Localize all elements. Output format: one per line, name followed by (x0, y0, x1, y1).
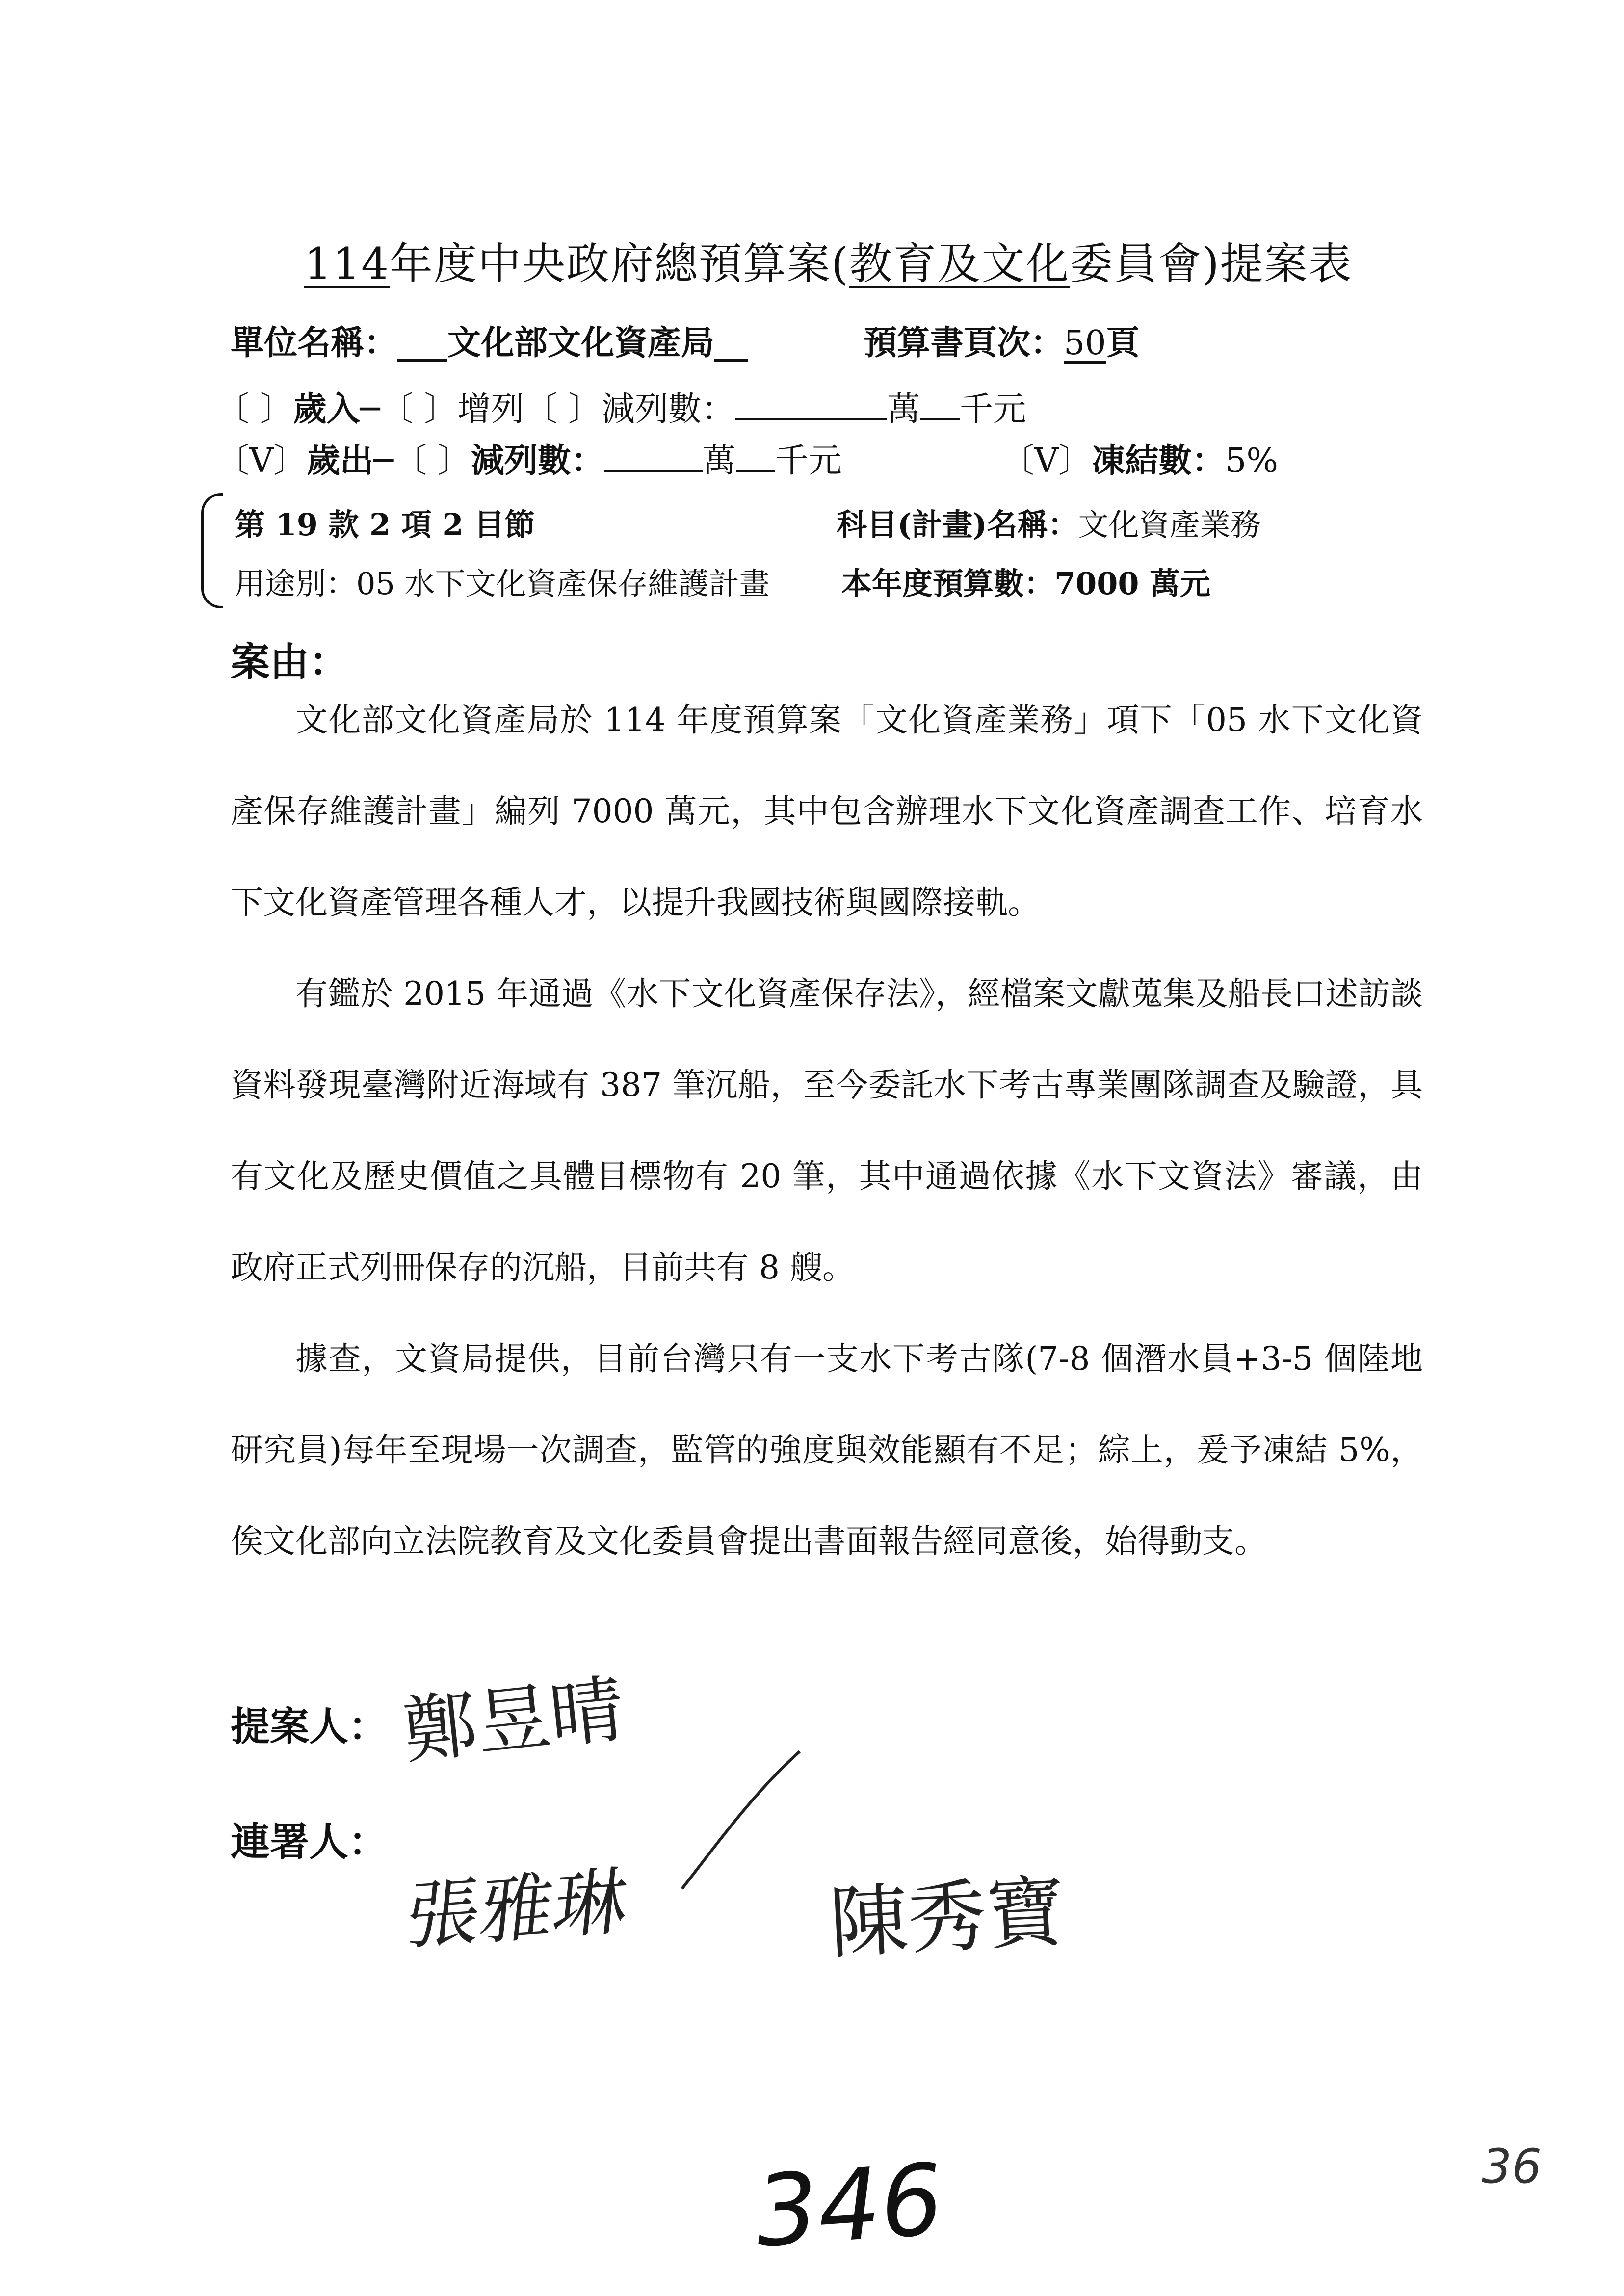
budget-row (841, 559, 1210, 603)
expenditure-qian-blank (736, 440, 775, 472)
revenue-wan-blank (735, 389, 887, 420)
freeze-row (1001, 434, 1278, 482)
expenditure-decrease-checkbox: 〔 〕 (393, 442, 471, 480)
revenue-increase-checkbox: 〔 〕 (380, 390, 458, 429)
cosigner-signature-2: 陳秀寶 (827, 1865, 1068, 1970)
cosigner-label: 連署人： (231, 1819, 388, 1865)
expenditure-wan: 萬 (702, 442, 736, 480)
revenue-label: 歲入 (293, 390, 360, 429)
subject-value: 文化資產業務 (1078, 507, 1261, 543)
title-committee: 教育及文化 (849, 238, 1070, 289)
budget-label: 本年度預算數： (841, 566, 1055, 601)
revenue-dash: ─ (360, 390, 380, 429)
unit-label: 單位名稱： (231, 323, 398, 363)
revenue-checkbox: 〔 〕 (216, 390, 293, 429)
expenditure-dash: ─ (373, 442, 394, 480)
revenue-decrease-checkbox: 〔 〕 (524, 390, 602, 429)
page-unit: 頁 (1106, 323, 1140, 363)
revenue-row (216, 383, 1026, 430)
expenditure-decrease-label: 減列數： (471, 441, 604, 480)
freeze-label: 凍結數： (1092, 441, 1226, 480)
form-title (304, 230, 1353, 291)
freeze-value: 5% (1225, 442, 1279, 480)
usage-label: 用途別： (235, 566, 357, 601)
unit-prefix-blank: ___ (397, 323, 448, 363)
subject-row (837, 500, 1261, 544)
revenue-decrease-label: 減列數： (601, 390, 735, 429)
revenue-wan: 萬 (887, 390, 920, 429)
reason-paragraph-1: 文化部文化資產局於 114 年度預算案「文化資產業務」項下「05 水下文化資產保存維護計畫」編列 7000 萬元，其中包含辦理水下文化資產調查工作、培育水下文化資產管理各種人才，以提升我國技術與國際接軌。 (231, 701, 1423, 921)
subject-label: 科目(計畫)名稱： (837, 507, 1078, 543)
reason-paragraph-3: 據查，文資局提供，目前台灣只有一支水下考古隊(7-8 個潛水員+3-5 個陸地研究員)每年至現場一次調查，監管的強度與效能顯有不足；綜上，爰予凍結 5%，俟文化部向立法院教育及文化委員會提出書面報告經同意後，始得動支。 (231, 1340, 1423, 1560)
budget-value: 7000 萬元 (1054, 566, 1211, 601)
unit-name: 文化部文化資產局 (447, 323, 715, 363)
expenditure-qian: 千元 (775, 442, 842, 480)
cosigner-signature-1: 張雅琳 (402, 1858, 632, 1960)
reason-heading: 案由： (231, 639, 348, 685)
proposer-signature: 鄭昱晴 (399, 1666, 628, 1774)
revenue-increase-label: 增列 (457, 390, 524, 429)
expenditure-wan-blank (604, 440, 703, 472)
page-ref-row (864, 316, 1140, 364)
unit-suffix-blank: __ (714, 323, 748, 363)
expenditure-checkbox: 〔V〕 (216, 442, 307, 480)
freeze-checkbox: 〔V〕 (1001, 442, 1092, 480)
expenditure-row (216, 434, 842, 482)
reason-body (231, 675, 1423, 1587)
item-section: 第 19 款 2 項 2 目節 (235, 507, 535, 543)
title-part2: 委員會)提案表 (1070, 238, 1353, 289)
expenditure-label: 歲出 (307, 441, 374, 480)
usage-value: 05 水下文化資產保存維護計畫 (356, 566, 770, 601)
usage-row (235, 559, 770, 603)
page-value: 50 (1064, 324, 1106, 363)
corner-page-number: 36 (1482, 2139, 1542, 2194)
title-part1: 年度中央政府總預算案( (389, 238, 849, 289)
revenue-qian: 千元 (959, 390, 1026, 429)
handwritten-page-number: 346 (752, 2142, 947, 2270)
revenue-qian-blank (920, 389, 960, 420)
unit-row (231, 316, 748, 364)
title-year: 114 (304, 238, 390, 289)
item-bracket (201, 493, 223, 608)
page-label: 預算書頁次： (864, 323, 1064, 363)
proposer-label: 提案人： (231, 1703, 388, 1749)
reason-paragraph-2: 有鑑於 2015 年通過《水下文化資產保存法》，經檔案文獻蒐集及船長口述訪談資料發現臺灣附近海域有 387 筆沉船，至今委託水下考古專業團隊調查及驗證，具有文化及歷史價值之具體目標物有 20 筆，其中通過依據《水下文資法》審議，由政府正式列冊保存的沉船，目前共有 8 艘。 (231, 975, 1423, 1286)
signature-stroke (677, 1747, 805, 1894)
